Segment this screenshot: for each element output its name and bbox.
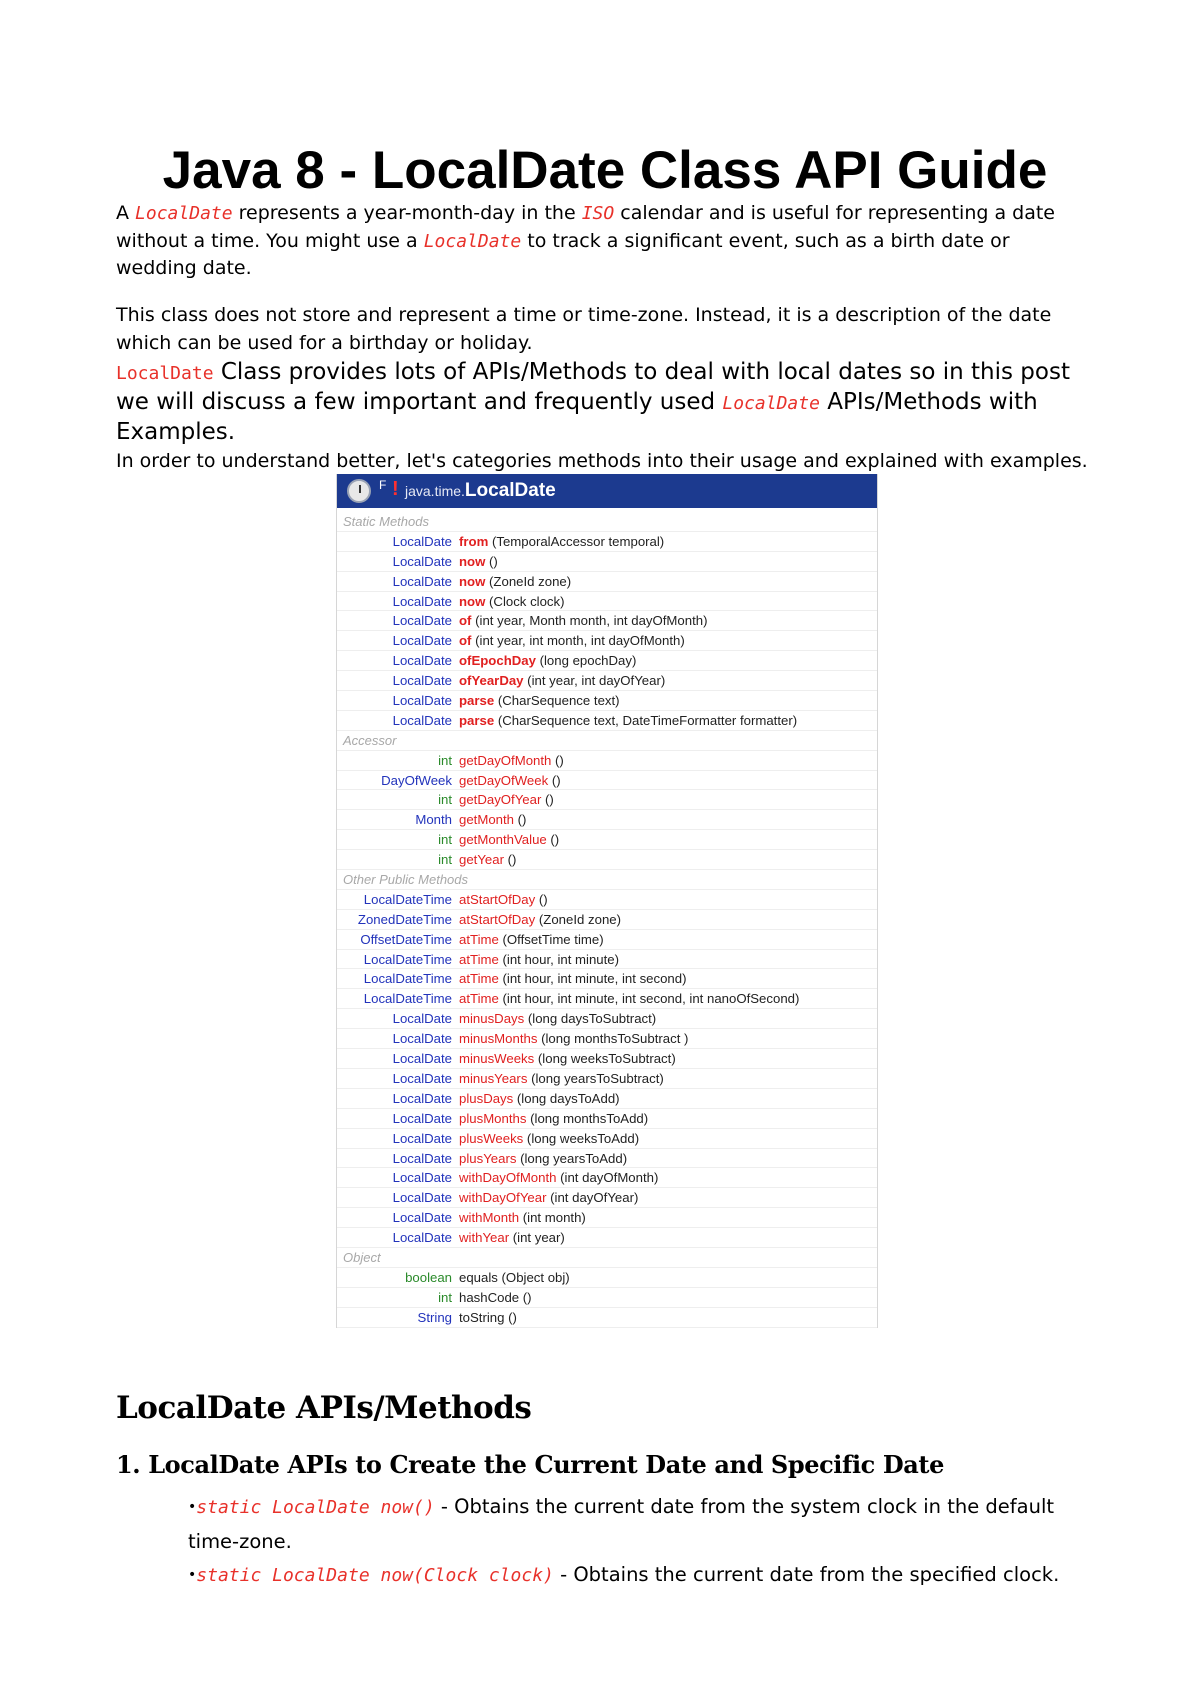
method-args: (long epochDay) — [535, 653, 637, 669]
method-args: () — [551, 752, 564, 768]
intro-paragraph-1 — [116, 200, 1096, 283]
bullet-text: - Obtains the current date from the system clock in the default time-zone. — [188, 1495, 1055, 1553]
method-name: atTime — [459, 991, 499, 1007]
method-name: atStartOfDay — [459, 911, 536, 927]
return-type: LocalDate — [392, 1031, 452, 1047]
return-type: LocalDate — [392, 1210, 452, 1226]
api-method-row — [337, 532, 877, 552]
api-method-row — [337, 751, 877, 771]
api-method-row — [337, 1168, 877, 1188]
method-signature — [459, 890, 548, 910]
return-type: LocalDate — [392, 633, 452, 649]
return-type: LocalDate — [392, 1011, 452, 1027]
api-method-row — [337, 691, 877, 711]
api-method-row — [337, 1228, 877, 1248]
method-args: (int dayOfMonth) — [556, 1170, 659, 1186]
method-name: now — [459, 553, 486, 569]
method-signature — [459, 751, 564, 771]
api-method-row — [337, 592, 877, 612]
method-args: () — [535, 891, 548, 907]
api-method-row — [337, 1288, 877, 1308]
code-method: static LocalDate now() — [196, 1497, 435, 1518]
return-type: int — [438, 792, 452, 808]
return-type: LocalDate — [392, 653, 452, 669]
api-figure-title — [405, 479, 556, 503]
section-heading: LocalDate APIs/Methods — [116, 1390, 532, 1426]
api-section-label: Other Public Methods — [337, 870, 877, 890]
method-args: () — [485, 553, 498, 569]
method-args: (int hour, int minute, int second, int nanoOfSecond) — [498, 991, 800, 1007]
method-name: getDayOfWeek — [459, 772, 549, 788]
return-type: LocalDate — [392, 613, 452, 629]
method-signature — [459, 631, 685, 651]
method-name: minusYears — [459, 1070, 528, 1086]
method-args: (int year) — [509, 1230, 565, 1246]
method-signature — [459, 1089, 620, 1109]
api-method-row — [337, 989, 877, 1009]
method-signature — [459, 671, 665, 691]
method-args: (long daysToAdd) — [513, 1090, 620, 1106]
method-args: (long monthsToSubtract ) — [537, 1031, 689, 1047]
method-signature — [459, 930, 604, 950]
method-args: () — [546, 832, 560, 848]
api-method-row — [337, 711, 877, 731]
intro-paragraph-3 — [116, 358, 1096, 447]
method-args: (int year, Month month, int dayOfMonth) — [471, 613, 708, 629]
class-name: LocalDate — [464, 480, 556, 501]
return-type: LocalDate — [392, 673, 452, 689]
method-name: of — [459, 633, 472, 649]
method-name: plusDays — [459, 1090, 514, 1106]
method-args: (long monthsToAdd) — [526, 1110, 649, 1126]
api-method-row — [337, 830, 877, 850]
method-args: (long weeksToAdd) — [523, 1130, 640, 1146]
return-type: boolean — [405, 1269, 452, 1285]
api-method-row — [337, 1089, 877, 1109]
method-name: withDayOfMonth — [459, 1170, 557, 1186]
return-type: LocalDate — [392, 1090, 452, 1106]
method-name: getMonthValue — [459, 832, 547, 848]
api-method-row — [337, 611, 877, 631]
method-signature — [459, 1288, 532, 1308]
api-method-row — [337, 969, 877, 989]
method-name: withDayOfYear — [459, 1190, 547, 1206]
method-signature — [459, 1208, 586, 1228]
return-type: LocalDateTime — [363, 971, 452, 987]
return-type: String — [417, 1309, 452, 1325]
api-method-row — [337, 1109, 877, 1129]
api-method-row — [337, 1029, 877, 1049]
api-method-row — [337, 671, 877, 691]
method-signature — [459, 989, 799, 1009]
return-type: LocalDate — [392, 1150, 452, 1166]
method-args: (int year, int month, int dayOfMonth) — [471, 633, 685, 649]
method-signature — [459, 790, 554, 810]
method-args: (int dayOfYear) — [546, 1190, 639, 1206]
return-type: LocalDate — [392, 553, 452, 569]
method-signature — [459, 1308, 517, 1328]
method-args: (long yearsToSubtract) — [527, 1070, 664, 1086]
api-method-row — [337, 572, 877, 592]
return-type: LocalDate — [392, 533, 452, 549]
code-localdate: LocalDate — [116, 363, 214, 384]
api-method-row — [337, 1009, 877, 1029]
method-args: (ZoneId zone) — [485, 573, 572, 589]
method-signature — [459, 950, 619, 970]
method-name: atTime — [459, 951, 499, 967]
method-signature — [459, 1029, 688, 1049]
method-signature — [459, 1109, 648, 1129]
method-name: minusDays — [459, 1011, 525, 1027]
text: calendar and is useful for representing a date without a time. You might use a — [116, 202, 1055, 252]
method-name: ofEpochDay — [459, 653, 536, 669]
method-name: plusMonths — [459, 1110, 527, 1126]
code-localdate: LocalDate — [135, 203, 233, 224]
method-signature — [459, 771, 561, 791]
method-args: () — [548, 772, 561, 788]
api-method-row — [337, 1069, 877, 1089]
method-args: () — [503, 852, 517, 868]
api-method-row — [337, 552, 877, 572]
return-type: OffsetDateTime — [360, 931, 452, 947]
return-type: LocalDate — [392, 593, 452, 609]
method-name: minusMonths — [459, 1031, 538, 1047]
method-signature — [459, 552, 498, 572]
method-name: now — [459, 593, 486, 609]
text: Class provides lots of APIs/Methods to deal with local dates so in this post we will discuss a few important and frequently used — [116, 359, 1070, 415]
bullet-text: - Obtains the current date from the specified clock. — [553, 1563, 1060, 1586]
method-signature — [459, 1168, 658, 1188]
method-signature — [459, 691, 620, 711]
method-name: plusWeeks — [459, 1130, 524, 1146]
return-type: DayOfWeek — [381, 772, 452, 788]
return-type: int — [438, 752, 452, 768]
text: APIs/Methods with Examples. — [116, 389, 1038, 445]
return-type: int — [438, 1289, 452, 1305]
return-type: LocalDate — [392, 1110, 452, 1126]
method-name: getDayOfMonth — [459, 752, 552, 768]
return-type: LocalDate — [392, 712, 452, 728]
method-signature — [459, 969, 686, 989]
method-signature — [459, 810, 526, 830]
method-name: getYear — [459, 852, 504, 868]
method-signature — [459, 910, 621, 930]
return-type: LocalDate — [392, 1170, 452, 1186]
api-method-row — [337, 631, 877, 651]
return-type: LocalDate — [392, 1130, 452, 1146]
method-signature — [459, 1188, 638, 1208]
method-name: ofYearDay — [459, 673, 524, 689]
api-method-row — [337, 1049, 877, 1069]
api-method-list — [337, 512, 877, 1328]
return-type: ZonedDateTime — [357, 911, 452, 927]
return-type: LocalDateTime — [363, 951, 452, 967]
method-args: () — [504, 1309, 517, 1325]
method-name: now — [459, 573, 486, 589]
method-name: atTime — [459, 971, 499, 987]
return-type: Month — [415, 812, 452, 828]
method-signature — [459, 1049, 676, 1069]
method-args: (int hour, int minute) — [498, 951, 620, 967]
api-method-row — [337, 651, 877, 671]
api-method-row — [337, 1308, 877, 1328]
method-name: of — [459, 613, 472, 629]
api-method-row — [337, 890, 877, 910]
method-signature — [459, 1129, 639, 1149]
package-name: java.time. — [405, 483, 465, 499]
text: to track a significant event, such as a birth date or wedding date. — [116, 229, 1010, 279]
method-name: withMonth — [459, 1210, 520, 1226]
return-type: LocalDate — [392, 1230, 452, 1246]
text: A — [116, 202, 136, 224]
method-name: from — [459, 533, 489, 549]
subsection-heading: 1. LocalDate APIs to Create the Current Date and Specific Date — [116, 1450, 944, 1479]
method-args: (long daysToSubtract) — [524, 1011, 657, 1027]
return-type: LocalDateTime — [363, 891, 452, 907]
return-type: int — [438, 852, 452, 868]
method-signature — [459, 572, 571, 592]
method-signature — [459, 1149, 627, 1169]
method-args: (long weeksToSubtract) — [534, 1051, 676, 1067]
method-args: (ZoneId zone) — [535, 911, 621, 927]
method-name: withYear — [459, 1230, 510, 1246]
return-type: LocalDate — [392, 693, 452, 709]
method-args: (TemporalAccessor temporal) — [488, 533, 665, 549]
method-name: atTime — [459, 931, 499, 947]
bullet-icon: • — [188, 1499, 197, 1515]
api-method-row — [337, 850, 877, 870]
method-name: getMonth — [459, 812, 514, 828]
api-method-row — [337, 1208, 877, 1228]
method-signature — [459, 532, 664, 552]
return-type: LocalDate — [392, 1051, 452, 1067]
method-signature — [459, 611, 707, 631]
api-method-row — [337, 1149, 877, 1169]
method-args: () — [519, 1289, 532, 1305]
bullet-icon: • — [188, 1567, 197, 1583]
method-name: hashCode — [459, 1289, 520, 1305]
code-localdate: LocalDate — [423, 230, 522, 252]
method-name: getDayOfYear — [459, 792, 542, 808]
method-args: () — [514, 812, 527, 828]
method-signature — [459, 711, 797, 731]
return-type: LocalDateTime — [363, 991, 452, 1007]
api-method-row — [337, 1129, 877, 1149]
final-flag: F — [379, 478, 387, 492]
intro-paragraph-2: This class does not store and represent a time or time-zone. Instead, it is a description of the date which can be used for a birthday or holiday. — [116, 304, 1052, 354]
return-type: LocalDate — [392, 1190, 452, 1206]
page-title: Java 8 - LocalDate Class API Guide — [162, 141, 1048, 200]
bullet-item — [188, 1490, 1088, 1559]
localdate-api-figure — [336, 474, 878, 1328]
api-method-row — [337, 910, 877, 930]
code-localdate: LocalDate — [722, 393, 820, 414]
api-method-row — [337, 1268, 877, 1288]
method-args: (int year, int dayOfYear) — [523, 673, 666, 689]
api-method-row — [337, 771, 877, 791]
api-section-label: Accessor — [337, 731, 877, 751]
method-args: (long yearsToAdd) — [516, 1150, 628, 1166]
method-args: (OffsetTime time) — [498, 931, 604, 947]
api-method-row — [337, 790, 877, 810]
api-section-label: Object — [337, 1248, 877, 1268]
method-signature — [459, 1228, 565, 1248]
method-args: (CharSequence text) — [494, 693, 620, 709]
method-args: (Clock clock) — [485, 593, 565, 609]
method-name: equals — [459, 1269, 498, 1285]
api-method-row — [337, 950, 877, 970]
code-method: static LocalDate now(Clock clock) — [196, 1565, 554, 1586]
return-type: LocalDate — [392, 1070, 452, 1086]
api-method-row — [337, 810, 877, 830]
bullet-item — [188, 1558, 1088, 1593]
method-signature — [459, 1009, 656, 1029]
text: represents a year-month-day in the — [232, 202, 582, 224]
method-args: (CharSequence text, DateTimeFormatter formatter) — [494, 712, 798, 728]
method-signature — [459, 850, 516, 870]
method-signature — [459, 1069, 664, 1089]
return-type: LocalDate — [392, 573, 452, 589]
api-method-row — [337, 930, 877, 950]
method-args: () — [541, 792, 554, 808]
method-name: parse — [459, 712, 495, 728]
method-args: (Object obj) — [497, 1269, 570, 1285]
method-name: plusYears — [459, 1150, 517, 1166]
method-signature — [459, 592, 565, 612]
intro-paragraph-4: In order to understand better, let's categories methods into their usage and explained with examples. — [116, 450, 1088, 472]
method-args: (int month) — [519, 1210, 586, 1226]
method-args: (int hour, int minute, int second) — [498, 971, 687, 987]
clock-icon — [347, 479, 371, 503]
method-name: atStartOfDay — [459, 891, 536, 907]
exclamation-icon: ! — [392, 478, 399, 500]
method-signature — [459, 651, 636, 671]
code-iso: ISO — [581, 203, 615, 224]
method-signature — [459, 1268, 570, 1288]
api-section-label: Static Methods — [337, 512, 877, 532]
method-name: toString — [459, 1309, 505, 1325]
api-method-row — [337, 1188, 877, 1208]
method-name: minusWeeks — [459, 1051, 535, 1067]
method-name: parse — [459, 693, 495, 709]
return-type: int — [438, 832, 452, 848]
api-figure-header — [337, 474, 877, 508]
method-signature — [459, 830, 559, 850]
